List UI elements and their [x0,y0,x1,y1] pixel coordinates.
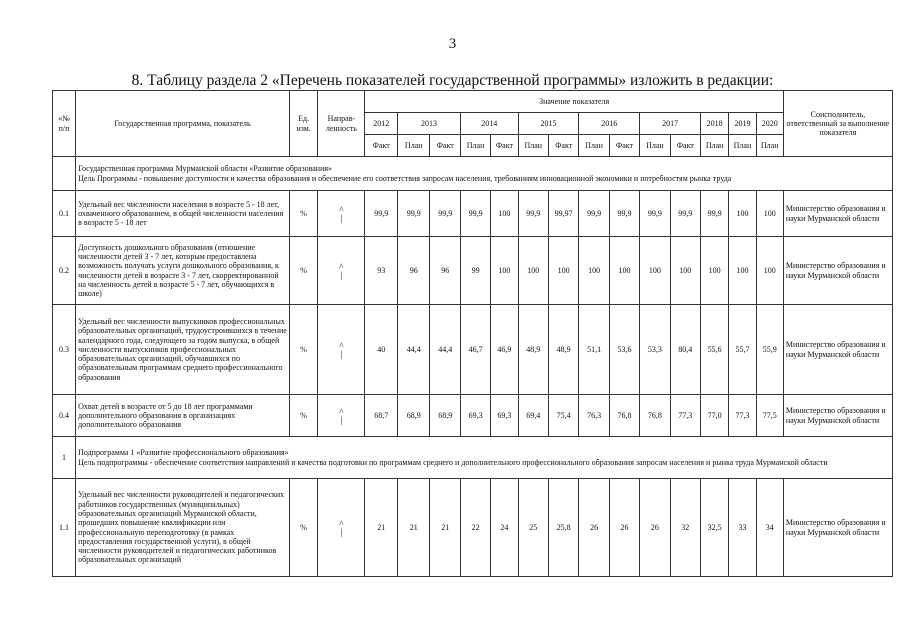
page-number: 3 [448,36,457,52]
subprogram-goal: Цель подпрограммы - обеспечение соответствия направлений и качества подготовки по программам среднего и дополнительного профессионального образования запросам населения и рынка труда Мурманской области [78,457,828,467]
row-num: 1 [53,437,76,479]
value-cell: 46,9 [491,305,518,395]
table-row [53,237,893,305]
subprogram-row [53,437,893,479]
value-cell: 40 [365,305,398,395]
sub-header: Факт [548,135,578,157]
program-goal: Цель Программы - повышение доступности и качества образования и обеспечение его соответствия запросам населения, требованиям инновационной экономики и потребностям рынка труда [78,173,732,183]
sub-header: План [756,135,783,157]
bar-icon: | [340,269,343,280]
row-num: 0.1 [53,191,76,237]
value-cell: 100 [491,237,518,305]
value-cell: 99,9 [579,191,609,237]
header-num: «№ п/п [53,91,76,157]
value-cell: 34 [756,479,783,577]
unit: % [289,191,317,237]
responsible: Министерство образования и науки Мурманской области [783,479,892,577]
year-2016: 2016 [579,113,640,135]
value-cell: 53,6 [609,305,639,395]
unit: % [289,305,317,395]
value-cell: 69,3 [491,395,518,437]
value-cell: 55,9 [756,305,783,395]
bar-icon: | [340,212,343,223]
direction-arrow [318,191,365,237]
value-cell: 75,4 [548,395,578,437]
row-num: 0.4 [53,395,76,437]
sub-header: План [518,135,548,157]
value-cell: 76,8 [640,395,670,437]
value-cell: 96 [397,237,430,305]
value-cell: 99,9 [640,191,670,237]
value-cell: 99 [460,237,490,305]
value-cell: 100 [609,237,639,305]
year-2017: 2017 [640,113,701,135]
value-cell: 21 [397,479,430,577]
year-2014: 2014 [460,113,518,135]
table-row [53,305,893,395]
value-cell: 26 [640,479,670,577]
value-cell: 21 [365,479,398,577]
indicator-name: Удельный вес численности руководителей и педагогических работников государственных (муниципальных) образовательных организаций Мурманской области, прошедших повышение квалификации или профессиональную переподготовку (в рамках предоставления государственной услуги), в общей численности руководителей и педагогических работников образовательных организаций [76,479,290,577]
value-cell: 100 [491,191,518,237]
sub-header: План [640,135,670,157]
value-cell: 32,5 [701,479,729,577]
sub-header: Факт [609,135,639,157]
value-cell: 26 [609,479,639,577]
direction-arrow [318,479,365,577]
value-cell: 33 [729,479,756,577]
value-cell: 100 [518,237,548,305]
indicators-table [52,90,893,577]
value-cell: 100 [756,237,783,305]
value-cell: 80,4 [670,305,700,395]
year-2018: 2018 [701,113,729,135]
direction-arrow [318,237,365,305]
sub-header: Факт [491,135,518,157]
direction-arrow [318,305,365,395]
unit: % [289,479,317,577]
sub-header: Факт [365,135,398,157]
responsible: Министерство образования и науки Мурманской области [783,237,892,305]
caret-up-icon: ^ [339,340,344,351]
bar-icon: | [340,414,343,425]
year-2012: 2012 [365,113,398,135]
value-cell: 69,4 [518,395,548,437]
value-cell: 48,9 [548,305,578,395]
value-cell: 77,5 [756,395,783,437]
header-name: Государственная программа, показатель [76,91,290,157]
subprogram-title: Подпрограмма 1 «Развитие профессионального образования» [78,448,289,458]
header-values-title: Значение показателя [365,91,783,113]
value-cell: 22 [460,479,490,577]
indicator-name: Удельный вес численности населения в возрасте 5 - 18 лет, охваченного образованием, в общей численности населения в возрасте 5 - 18 лет [76,191,290,237]
indicator-name: Охват детей в возрасте от 5 до 18 лет программами дополнительного образования в организациях дополнительного образования [76,395,290,437]
header-direction: Направ-ленность [318,91,365,157]
year-2020: 2020 [756,113,783,135]
value-cell: 100 [640,237,670,305]
header-unit: Ед. изм. [289,91,317,157]
value-cell: 44,4 [430,305,460,395]
responsible: Министерство образования и науки Мурманской области [783,305,892,395]
caret-up-icon: ^ [339,204,344,215]
value-cell: 76,8 [609,395,639,437]
value-cell: 46,7 [460,305,490,395]
program-row [53,157,893,191]
sub-header: Факт [430,135,460,157]
sub-header: План [701,135,729,157]
value-cell: 25 [518,479,548,577]
value-cell: 21 [430,479,460,577]
indicator-name: Удельный вес численности выпускников профессиональных образовательных организаций, трудоустроившихся в течение календарного года, следующего за годом выпуска, в общей численности выпускников профессиональных образовательных организаций, обучавшихся по образовательным программам среднего профессионального образования [76,305,290,395]
caret-up-icon: ^ [339,406,344,417]
sub-header: План [397,135,430,157]
value-cell: 25,8 [548,479,578,577]
section-heading: 8. Таблицу раздела 2 «Перечень показателей государственной программы» изложить в редакции: [131,72,774,89]
value-cell: 100 [548,237,578,305]
value-cell: 99,9 [460,191,490,237]
value-cell: 99,9 [609,191,639,237]
value-cell: 53,3 [640,305,670,395]
table-row [53,191,893,237]
value-cell: 68,7 [365,395,398,437]
sub-header: План [729,135,756,157]
direction-arrow [318,395,365,437]
value-cell: 99,9 [365,191,398,237]
row-num: 1.1 [53,479,76,577]
value-cell: 77,3 [670,395,700,437]
row-num: 0.3 [53,305,76,395]
value-cell: 76,3 [579,395,609,437]
value-cell: 48,9 [518,305,548,395]
value-cell: 77,0 [701,395,729,437]
value-cell: 26 [579,479,609,577]
year-2019: 2019 [729,113,756,135]
program-title: Государственная программа Мурманской области «Развитие образования» [78,164,333,174]
value-cell: 68,9 [397,395,430,437]
value-cell: 69,3 [460,395,490,437]
value-cell: 99,9 [518,191,548,237]
value-cell: 93 [365,237,398,305]
responsible: Министерство образования и науки Мурманской области [783,191,892,237]
value-cell: 100 [729,191,756,237]
value-cell: 99,9 [701,191,729,237]
value-cell: 99,9 [670,191,700,237]
value-cell: 68,9 [430,395,460,437]
bar-icon: | [340,526,343,537]
year-2015: 2015 [518,113,579,135]
sub-header: Факт [670,135,700,157]
header-responsible: Соисполнитель, ответственный за выполнение показателя [783,91,892,157]
responsible: Министерство образования и науки Мурманской области [783,395,892,437]
value-cell: 77,3 [729,395,756,437]
value-cell: 55,7 [729,305,756,395]
sub-header: План [460,135,490,157]
value-cell: 32 [670,479,700,577]
caret-up-icon: ^ [339,518,344,529]
value-cell: 99,97 [548,191,578,237]
year-2013: 2013 [397,113,460,135]
row-num: 0.2 [53,237,76,305]
value-cell: 100 [729,237,756,305]
value-cell: 100 [701,237,729,305]
caret-up-icon: ^ [339,261,344,272]
value-cell: 24 [491,479,518,577]
value-cell: 100 [756,191,783,237]
bar-icon: | [340,348,343,359]
value-cell: 100 [670,237,700,305]
indicator-name: Доступность дошкольного образования (отношение численности детей 3 - 7 лет, которым предоставлена возможность получать услуги дошкольного образования, к численности детей в возрасте 3 - 7 лет, скорректированной на численность детей в возрасте 5 - 7 лет, обучающихся в школе) [76,237,290,305]
value-cell: 51,1 [579,305,609,395]
sub-header: План [579,135,609,157]
value-cell: 44,4 [397,305,430,395]
unit: % [289,237,317,305]
value-cell: 99,9 [430,191,460,237]
unit: % [289,395,317,437]
table-row [53,395,893,437]
value-cell: 96 [430,237,460,305]
table-row [53,479,893,577]
value-cell: 99,9 [397,191,430,237]
value-cell: 55,6 [701,305,729,395]
value-cell: 100 [579,237,609,305]
